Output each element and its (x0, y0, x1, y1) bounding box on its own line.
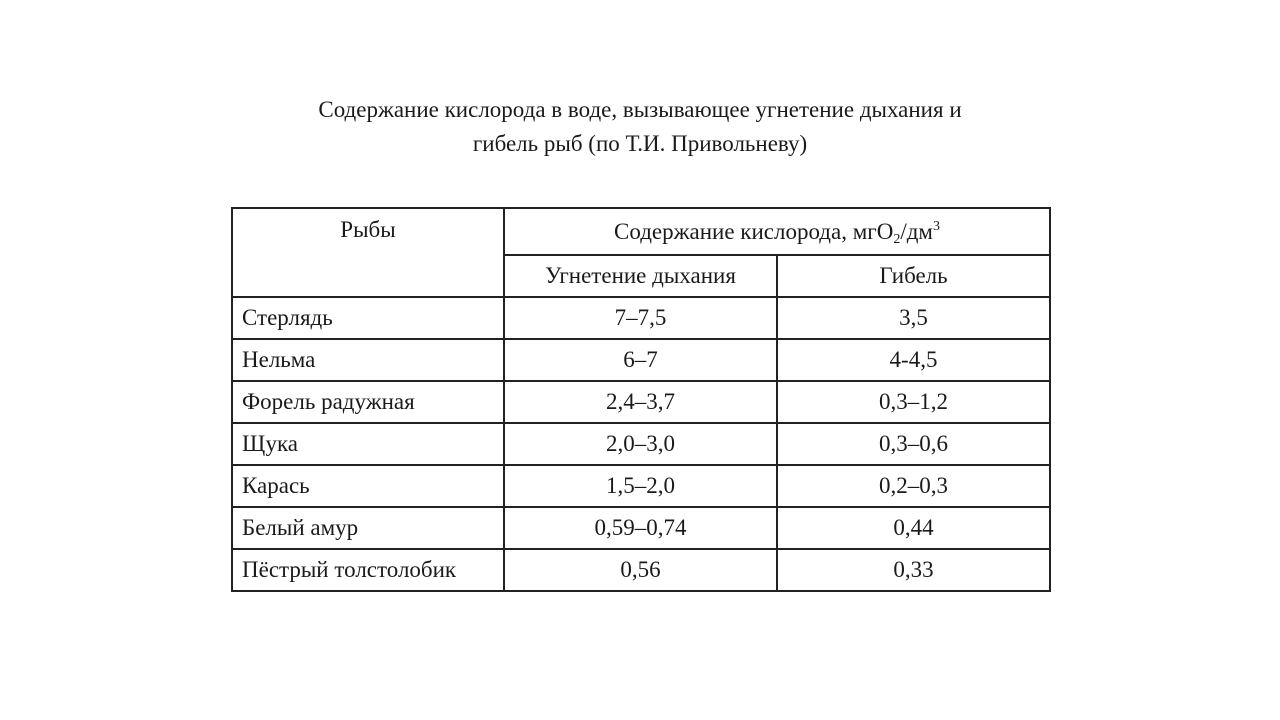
oxygen-content-header (504, 208, 1050, 255)
inhibition-column-header: Угнетение дыхания (504, 255, 777, 297)
fish-column-header: Рыбы (232, 208, 504, 297)
header-row-1 (232, 208, 1050, 255)
oxygen-header-unit: /дм (900, 218, 933, 244)
death-cell: 0,2–0,3 (777, 465, 1050, 507)
death-cell: 3,5 (777, 297, 1050, 339)
fish-name-cell: Нельма (232, 339, 504, 381)
death-cell: 4-4,5 (777, 339, 1050, 381)
inhibition-cell: 2,0–3,0 (504, 423, 777, 465)
table-row (232, 465, 1050, 507)
fish-name-cell: Форель радужная (232, 381, 504, 423)
fish-name-cell: Карась (232, 465, 504, 507)
death-cell: 0,3–1,2 (777, 381, 1050, 423)
fish-name-cell: Белый амур (232, 507, 504, 549)
title-line-1: Содержание кислорода в воде, вызывающее угнетение дыхания и (318, 97, 962, 122)
oxygen-header-subscript: 2 (893, 231, 901, 247)
oxygen-table (231, 207, 1051, 592)
table-row (232, 339, 1050, 381)
death-cell: 0,44 (777, 507, 1050, 549)
oxygen-header-superscript: 3 (932, 218, 940, 234)
inhibition-cell: 6–7 (504, 339, 777, 381)
inhibition-cell: 2,4–3,7 (504, 381, 777, 423)
death-column-header: Гибель (777, 255, 1050, 297)
table-row (232, 507, 1050, 549)
table-row (232, 297, 1050, 339)
fish-name-cell: Стерлядь (232, 297, 504, 339)
fish-name-cell: Пёстрый толстолобик (232, 549, 504, 591)
inhibition-cell: 0,59–0,74 (504, 507, 777, 549)
table-row (232, 381, 1050, 423)
document-title (0, 93, 1280, 161)
table-row (232, 549, 1050, 591)
death-cell: 0,33 (777, 549, 1050, 591)
inhibition-cell: 7–7,5 (504, 297, 777, 339)
inhibition-cell: 0,56 (504, 549, 777, 591)
oxygen-header-text: Содержание кислорода, мгO (614, 218, 894, 244)
death-cell: 0,3–0,6 (777, 423, 1050, 465)
fish-name-cell: Щука (232, 423, 504, 465)
title-line-2: гибель рыб (по Т.И. Привольневу) (472, 131, 808, 156)
table-row (232, 423, 1050, 465)
inhibition-cell: 1,5–2,0 (504, 465, 777, 507)
